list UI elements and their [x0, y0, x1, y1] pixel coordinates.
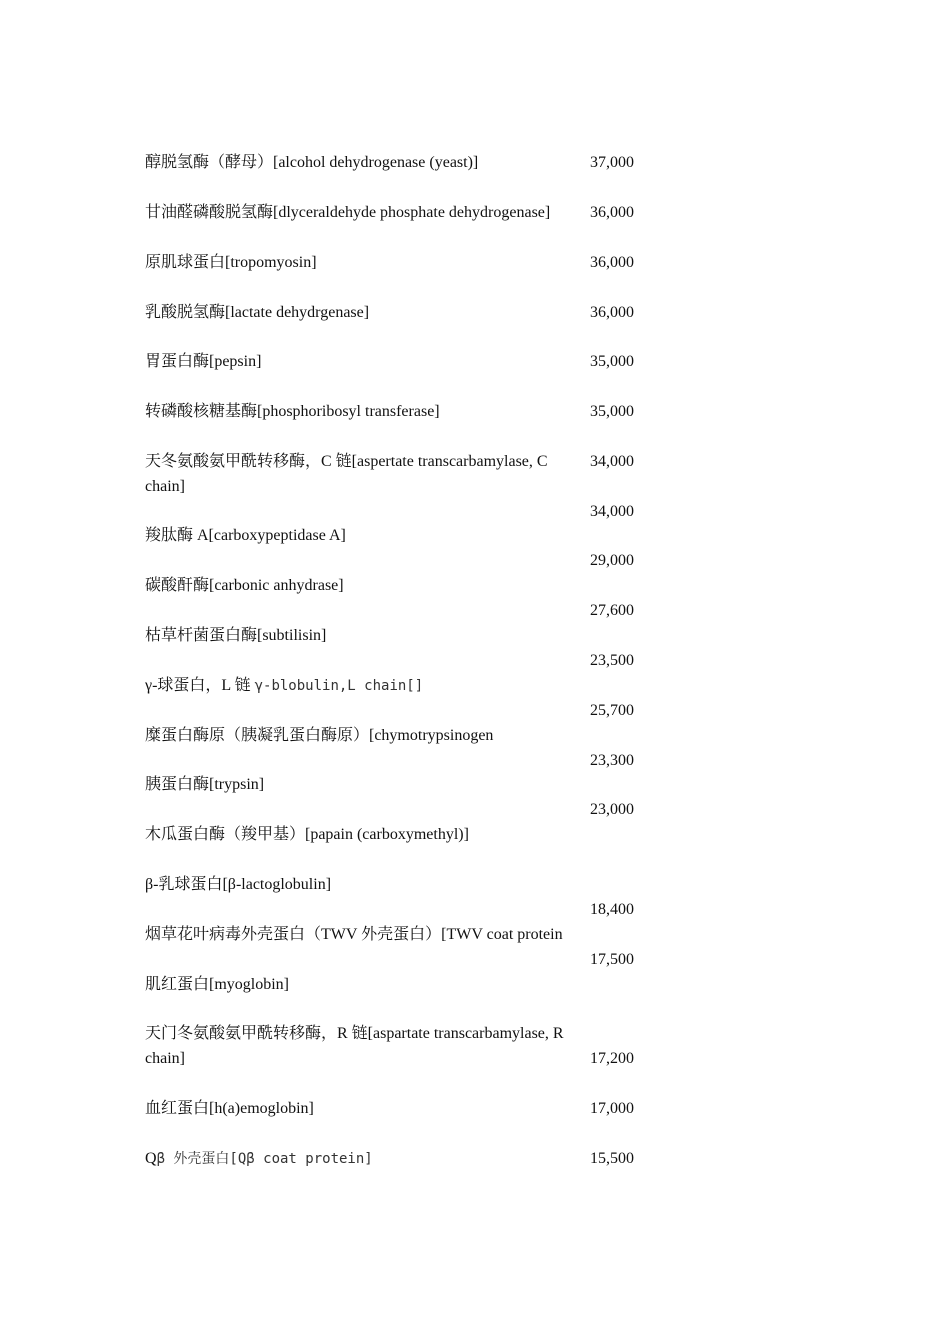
protein-name: 糜蛋白酶原（胰凝乳蛋白酶原）[chymotrypsinogen — [145, 727, 494, 744]
protein-name: 转磷酸核糖基酶[phosphoribosyl transferase] — [145, 403, 440, 420]
protein-name: 木瓜蛋白酶（羧甲基）[papain (carboxymethyl)] — [145, 826, 469, 843]
protein-name: 肌红蛋白[myoglobin] — [145, 976, 289, 993]
protein-name: 原肌球蛋白[tropomyosin] — [145, 254, 317, 271]
protein-name: 枯草杆菌蛋白酶[subtilisin] — [145, 627, 327, 644]
protein-name-prefix: Q — [145, 1150, 157, 1167]
molecular-weight: 25,700 — [590, 702, 634, 719]
molecular-weight: 17,200 — [590, 1050, 634, 1067]
molecular-weight: 36,000 — [590, 254, 634, 271]
protein-name — [145, 673, 590, 699]
molecular-weight: 37,000 — [590, 154, 634, 171]
molecular-weight: 15,500 — [590, 1150, 634, 1167]
molecular-weight: 34,000 — [590, 503, 634, 520]
molecular-weight: 18,400 — [590, 901, 634, 918]
protein-name — [145, 1146, 590, 1172]
molecular-weight: 23,000 — [590, 801, 634, 818]
protein-name: 天门冬氨酸氨甲酰转移酶，R 链[aspartate transcarbamylase, R chain] — [145, 1025, 564, 1067]
protein-name: 碳酸酐酶[carbonic anhydrase] — [145, 577, 344, 594]
molecular-weight: 36,000 — [590, 304, 634, 321]
protein-name: β-乳球蛋白[β-lactoglobulin] — [145, 876, 332, 893]
protein-name: 烟草花叶病毒外壳蛋白（TWV 外壳蛋白）[TWV coat protein — [145, 926, 563, 943]
molecular-weight: 35,000 — [590, 353, 634, 370]
molecular-weight: 17,000 — [590, 1100, 634, 1117]
protein-name: 甘油醛磷酸脱氢酶[dlyceraldehyde phosphate dehydrogenase] — [145, 204, 551, 221]
molecular-weight: 27,600 — [590, 602, 634, 619]
protein-name: 血红蛋白[h(a)emoglobin] — [145, 1100, 314, 1117]
molecular-weight: 23,300 — [590, 752, 634, 769]
protein-name-mono: β 外壳蛋白[Qβ coat protein] — [156, 1151, 373, 1167]
protein-name-prefix: γ-球蛋白，L 链 — [145, 677, 255, 694]
protein-name: 胰蛋白酶[trypsin] — [145, 776, 265, 793]
protein-name: 天冬氨酸氨甲酰转移酶，C 链[aspertate transcarbamylase, C chain] — [145, 453, 548, 495]
molecular-weight: 34,000 — [590, 453, 634, 470]
protein-name: 乳酸脱氢酶[lactate dehydrgenase] — [145, 304, 370, 321]
protein-name: 羧肽酶 A[carboxypeptidase A] — [145, 527, 346, 544]
molecular-weight: 17,500 — [590, 951, 634, 968]
molecular-weight: 29,000 — [590, 552, 634, 569]
molecular-weight: 23,500 — [590, 652, 634, 669]
protein-name-mono: γ-blobulin,L chain[] — [254, 678, 424, 694]
protein-name: 醇脱氢酶（酵母）[alcohol dehydrogenase (yeast)] — [145, 154, 479, 171]
molecular-weight: 35,000 — [590, 403, 634, 420]
protein-name: 胃蛋白酶[pepsin] — [145, 353, 262, 370]
molecular-weight: 36,000 — [590, 204, 634, 221]
